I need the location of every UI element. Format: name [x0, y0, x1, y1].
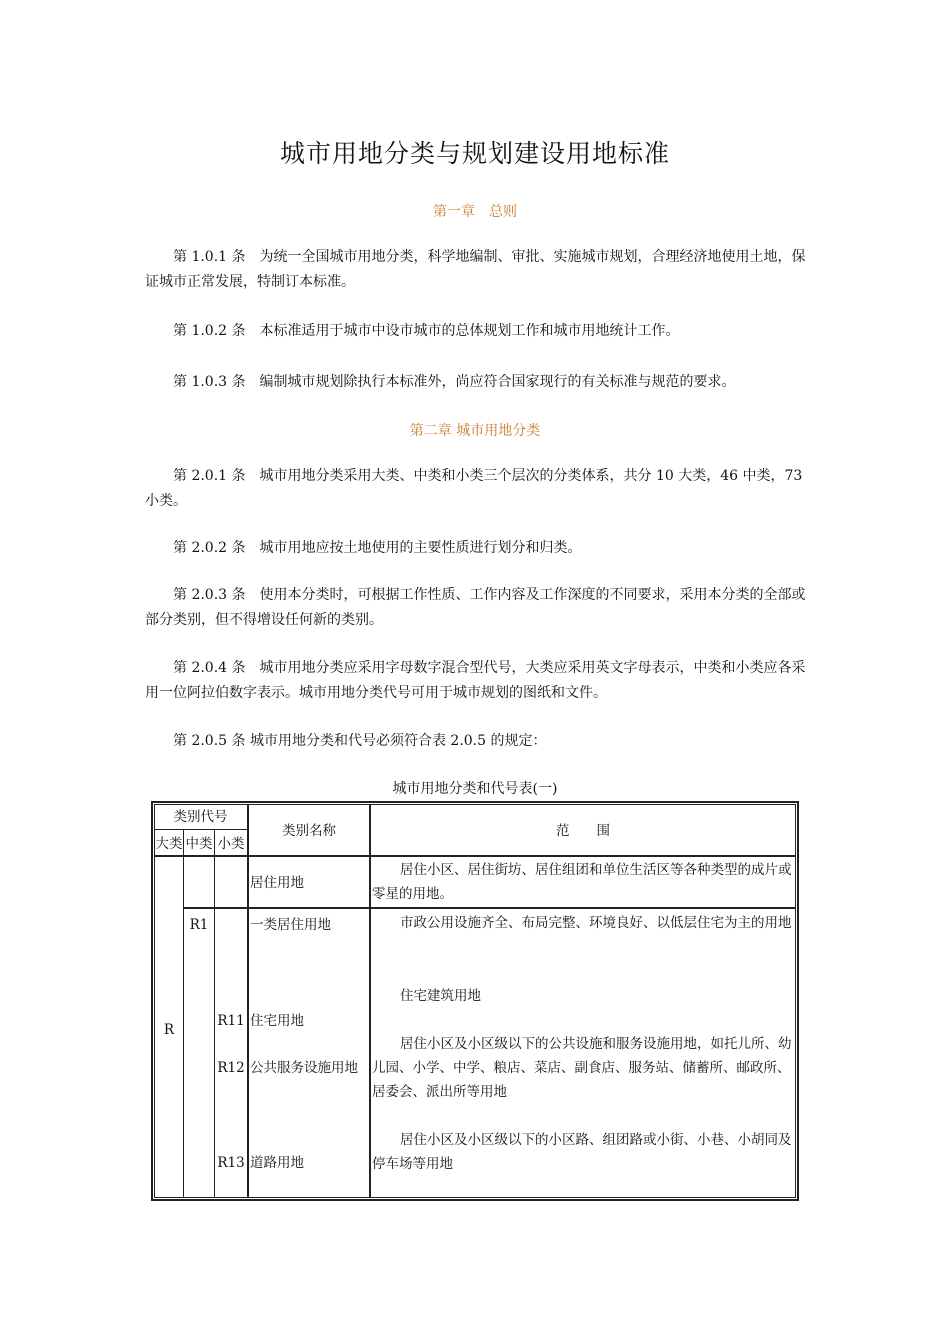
minor-code-r11: R11	[217, 1013, 245, 1029]
major-code-r: R	[163, 1022, 175, 1038]
minor-code-r12: R12	[217, 1060, 245, 1076]
table-caption: 城市用地分类和代号表(一)	[392, 781, 558, 797]
row-r11-scope: 住宅建筑用地	[400, 988, 481, 1004]
row-r12-scope: 居住小区及小区级以下的公共设施和服务设施用地，如托儿所、幼儿园、小学、中学、粮店、菜店、副食店、服务站、储蓄所、邮政所、居委会、派出所等用地	[372, 1036, 792, 1100]
row-residential-name: 居住用地	[250, 875, 304, 891]
header-category-name: 类别名称	[282, 823, 336, 839]
article-2-0-2: 第 2.0.2 条 城市用地应按土地使用的主要性质进行划分和归类。	[173, 540, 582, 556]
row-r13-scope: 居住小区及小区级以下的小区路、组团路或小街、小巷、小胡同及停车场等用地	[372, 1132, 792, 1172]
document-title: 城市用地分类与规划建设用地标准	[279, 139, 670, 168]
header-minor-class: 小类	[217, 836, 245, 852]
row-r11-name: 住宅用地	[250, 1013, 304, 1029]
row-residential-scope: 居住小区、居住街坊、居住组团和单位生活区等各种类型的成片或零星的用地。	[372, 862, 792, 902]
chapter-1-heading: 第一章 总则	[433, 204, 517, 220]
header-scope: 范 围	[556, 823, 610, 839]
middle-code-r1: R1	[189, 917, 209, 933]
article-2-0-3: 第 2.0.3 条 使用本分类时，可根据工作性质、工作内容及工作深度的不同要求，采用本分类的全部或部分类别，但不得增设任何新的类别。	[145, 587, 806, 628]
land-use-classification-table	[151, 801, 799, 1201]
row-r12-name: 公共服务设施用地	[250, 1060, 358, 1076]
header-middle-class: 中类	[185, 836, 213, 852]
article-2-0-5: 第 2.0.5 条 城市用地分类和代号必须符合表 2.0.5 的规定：	[173, 733, 547, 749]
article-1-0-3: 第 1.0.3 条 编制城市规划除执行本标准外，尚应符合国家现行的有关标准与规范的要求。	[173, 374, 736, 390]
article-2-0-4: 第 2.0.4 条 城市用地分类应采用字母数字混合型代号，大类应采用英文字母表示，中类和小类应各采用一位阿拉伯数字表示。城市用地分类代号可用于城市规划的图纸和文件。	[145, 660, 806, 701]
article-2-0-1: 第 2.0.1 条 城市用地分类采用大类、中类和小类三个层次的分类体系，共分 10 大类，46 中类，73 小类。	[145, 468, 803, 509]
article-1-0-1: 第 1.0.1 条 为统一全国城市用地分类，科学地编制、审批、实施城市规划，合理经济地使用土地，保证城市正常发展，特制订本标准。	[145, 249, 806, 290]
row-r13-name: 道路用地	[250, 1155, 304, 1171]
article-1-0-2: 第 1.0.2 条 本标准适用于城市中设市城市的总体规划工作和城市用地统计工作。	[173, 323, 680, 339]
minor-code-r13: R13	[217, 1155, 245, 1171]
header-category-code: 类别代号	[173, 809, 228, 825]
row-r1-name: 一类居住用地	[250, 917, 331, 933]
header-major-class: 大类	[155, 836, 183, 852]
chapter-2-heading: 第二章 城市用地分类	[409, 423, 541, 439]
row-r1-scope: 市政公用设施齐全、布局完整、环境良好、以低层住宅为主的用地	[400, 915, 792, 931]
